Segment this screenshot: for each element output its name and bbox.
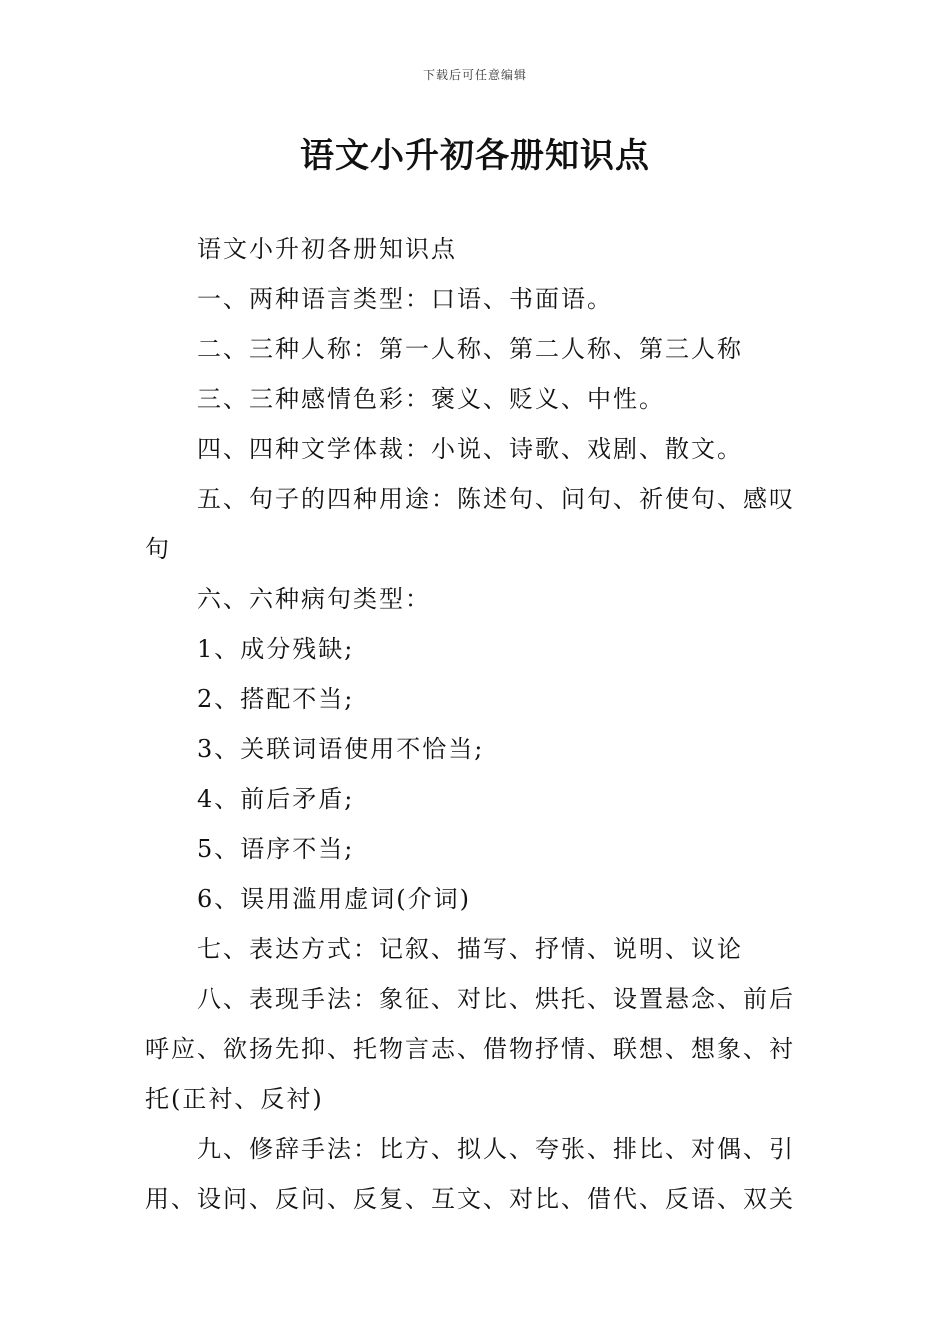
paragraph: 四、四种文学体裁：小说、诗歌、戏剧、散文。	[197, 435, 743, 463]
list-item: 3、关联词语使用不恰当;	[197, 735, 485, 763]
list-item: 5、语序不当;	[197, 835, 355, 863]
list-item: 1、成分残缺;	[197, 635, 355, 663]
document-body	[145, 224, 807, 1224]
paragraph: 九、修辞手法：比方、拟人、夸张、排比、对偶、引用、设问、反问、反复、互文、对比、借代、反语、双关	[145, 1135, 795, 1213]
document-title: 语文小升初各册知识点	[300, 136, 650, 176]
list-item: 4、前后矛盾;	[197, 785, 355, 813]
header-note: 下载后可任意编辑	[422, 68, 527, 82]
paragraph: 八、表现手法：象征、对比、烘托、设置悬念、前后呼应、欲扬先抑、托物言志、借物抒情、联想、想象、衬托(正衬、反衬)	[145, 985, 795, 1113]
list-item: 2、搭配不当;	[197, 685, 355, 713]
paragraph: 五、句子的四种用途：陈述句、问句、祈使句、感叹句	[145, 485, 795, 563]
paragraph: 六、六种病句类型：	[197, 585, 431, 613]
paragraph: 一、两种语言类型：口语、书面语。	[197, 285, 613, 313]
paragraph: 七、表达方式：记叙、描写、抒情、说明、议论	[197, 935, 743, 963]
paragraph: 三、三种感情色彩：褒义、贬义、中性。	[197, 385, 665, 413]
list-item: 6、误用滥用虚词(介词)	[197, 885, 471, 913]
paragraph: 语文小升初各册知识点	[197, 235, 457, 263]
paragraph: 二、三种人称：第一人称、第二人称、第三人称	[197, 335, 743, 363]
